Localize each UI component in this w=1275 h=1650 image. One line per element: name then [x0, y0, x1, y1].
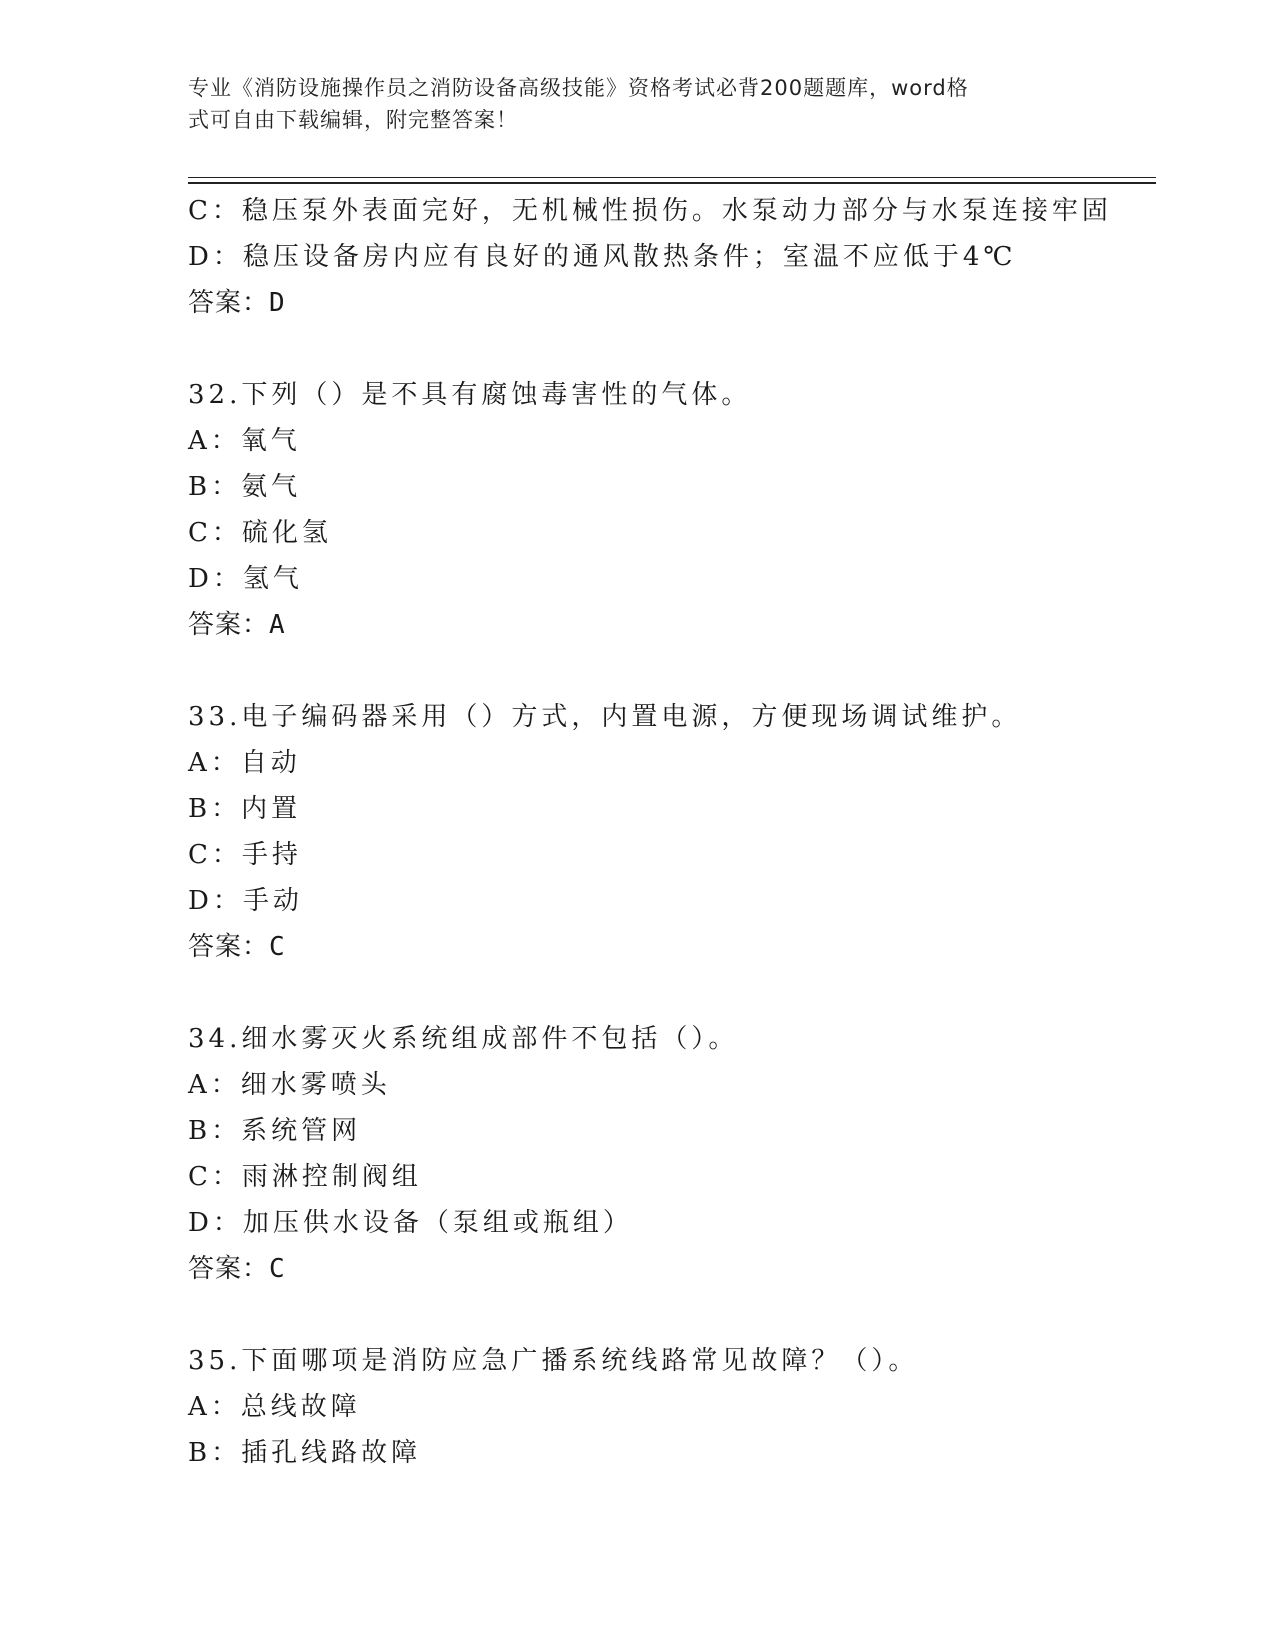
question-33 [188, 694, 1156, 970]
option-a: A：自动 [188, 748, 301, 778]
header-line-1: 专业《消防设施操作员之消防设备高级技能》资格考试必背200题题库，word格 [188, 76, 969, 100]
option-b: B：插孔线路故障 [188, 1438, 422, 1468]
answer-value: C [269, 1254, 286, 1284]
option-b: B：氨气 [188, 472, 302, 502]
answer-label: 答案： [188, 610, 270, 640]
answer-label: 答案： [188, 288, 270, 318]
question-text: 32.下列（）是不具有腐蚀毒害性的气体。 [188, 380, 752, 410]
option-d: D：加压供水设备（泵组或瓶组） [188, 1208, 633, 1238]
question-content [188, 188, 1156, 1476]
spacer [188, 648, 1156, 694]
option-d: D：手动 [188, 886, 303, 916]
option-a: A：细水雾喷头 [188, 1070, 391, 1100]
option-a: A：总线故障 [188, 1392, 361, 1422]
option-b: B：内置 [188, 794, 302, 824]
option-c: C：雨淋控制阀组 [188, 1162, 422, 1192]
document-header [188, 72, 1068, 136]
question-text: 33.电子编码器采用（）方式，内置电源，方便现场调试维护。 [188, 702, 1022, 732]
answer-value: A [269, 610, 286, 640]
option-c: C：稳压泵外表面完好，无机械性损伤。水泵动力部分与水泵连接牢固 [188, 196, 1112, 226]
option-a: A：氧气 [188, 426, 301, 456]
answer-line [188, 924, 1156, 970]
question-32 [188, 372, 1156, 648]
previous-question-tail [188, 188, 1156, 326]
header-line-2: 式可自由下载编辑，附完整答案！ [188, 108, 518, 132]
question-35 [188, 1338, 1156, 1476]
header-divider-thick [188, 182, 1156, 184]
answer-value: D [269, 288, 286, 318]
option-d: D：氢气 [188, 564, 303, 594]
spacer [188, 970, 1156, 1016]
option-c: C：硫化氢 [188, 518, 332, 548]
answer-value: C [269, 932, 286, 962]
answer-line [188, 1246, 1156, 1292]
answer-line [188, 280, 1156, 326]
header-divider-thin [188, 177, 1156, 178]
answer-label: 答案： [188, 932, 270, 962]
question-text: 35.下面哪项是消防应急广播系统线路常见故障？（）。 [188, 1346, 919, 1376]
option-d: D：稳压设备房内应有良好的通风散热条件；室温不应低于4℃ [188, 242, 1017, 272]
question-text: 34.细水雾灭火系统组成部件不包括（）。 [188, 1024, 739, 1054]
question-34 [188, 1016, 1156, 1292]
spacer [188, 326, 1156, 372]
answer-line [188, 602, 1156, 648]
answer-label: 答案： [188, 1254, 270, 1284]
option-c: C：手持 [188, 840, 302, 870]
option-b: B：系统管网 [188, 1116, 362, 1146]
spacer [188, 1292, 1156, 1338]
